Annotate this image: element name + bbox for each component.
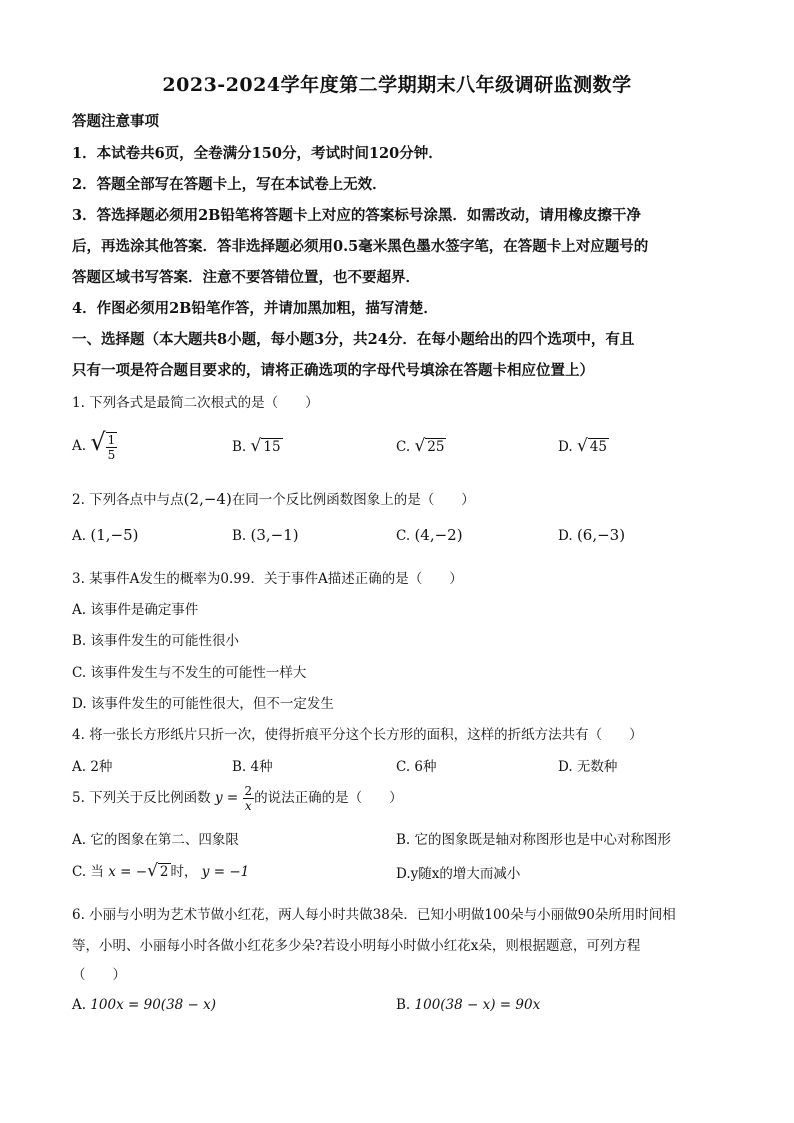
option-value: (1,−5) (90, 526, 139, 544)
question-6-stem-line-1: 6. 小丽与小明为艺术节做小红花，两人每小时共做38朵．已知小明做100朵与小丽做90朵所用时间相 (72, 907, 676, 923)
sqrt-fraction: √ $\frac{1}{5}$ (90, 428, 116, 462)
notice-item-3: 3．答选择题必须用2B铅笔将答题卡上对应的答案标号涂黑．如需改动，请用橡皮擦干净 (72, 207, 641, 224)
question-5-option-a: A. 它的图象在第二、四象限 (72, 832, 239, 848)
option-value: (4,−2) (414, 526, 463, 544)
option-letter: B. (232, 528, 247, 544)
question-1-option-b: B. √ 15 (232, 436, 281, 456)
question-6-option-a (72, 997, 216, 1013)
notice-item-3-cont2: 答题区域书写答案．注意不要答错位置，也不要超界． (72, 269, 420, 286)
question-2-stem (72, 488, 475, 508)
question-5-option-b: B. 它的图象既是轴对称图形也是中心对称图形 (396, 832, 672, 848)
radicand: 25 (427, 439, 445, 455)
question-3-option-a: A. 该事件是确定事件 (72, 602, 199, 618)
option-letter: A. (72, 997, 87, 1013)
question-2-option-d (558, 526, 625, 544)
notice-item-3-cont: 后，再选涂其他答案．答非选择题必须用0.5毫米黑色墨水签字笔，在答题卡上对应题号的 (72, 238, 649, 255)
option-text: C. 当 (72, 864, 104, 880)
fraction-denominator: x (244, 799, 252, 813)
equation: 100x = 90(38 − x) (90, 997, 217, 1013)
question-6-stem-line-2: 等，小明、小丽每小时各做小红花多少朵?若设小明每小时做小红花x朵，则根据题意，可列方程 (72, 938, 641, 954)
stem-text: 的说法正确的是（ ） (254, 790, 403, 806)
question-3-option-d: D. 该事件发生的可能性很大，但不一定发生 (72, 696, 334, 712)
option-letter: C. (396, 439, 411, 455)
option-letter: D. (558, 439, 573, 455)
option-letter: A. (72, 528, 87, 544)
radicand: 2 (159, 864, 169, 880)
notice-item-4: 4．作图必须用2B铅笔作答，并请加黑加粗，描写清楚． (72, 300, 438, 317)
question-2-option-c (396, 526, 463, 544)
question-4-option-b: B. 4种 (232, 759, 273, 775)
section-1-heading-cont: 只有一项是符合题目要求的，请将正确选项的字母代号填涂在答题卡相应位置上） (72, 362, 594, 379)
question-3-option-b: B. 该事件发生的可能性很小 (72, 633, 240, 649)
question-2-option-b (232, 526, 299, 544)
fraction-numerator: 2 (244, 784, 253, 798)
option-value: (6,−3) (576, 526, 626, 544)
stem-text: 在同一个反比例函数图象上的是（ ） (231, 492, 475, 508)
stem-text: 5. 下列关于反比例函数 (72, 790, 211, 806)
exam-title: 2023-2024学年度第二学期期末八年级调研监测数学 (162, 74, 632, 96)
point-coordinates: (2,−4) (183, 490, 232, 508)
notice-item-2: 2．答题全部写在答题卡上，写在本试卷上无效． (72, 176, 387, 193)
radicand: 45 (589, 439, 607, 455)
question-4-option-d: D. 无数种 (558, 759, 618, 775)
question-1-option-c: C. √ 25 (396, 436, 445, 456)
question-3-stem: 3. 某事件A发生的概率为0.99．关于事件A描述正确的是（ ） (72, 571, 463, 587)
math-expression: y = −1 (201, 864, 250, 880)
option-letter: C. (396, 528, 411, 544)
stem-text: 2. 下列各点中与点 (72, 492, 184, 508)
question-5-stem (72, 784, 403, 813)
option-letter: D. (558, 528, 573, 544)
equation: 100(38 − x) = 90x (414, 997, 541, 1013)
question-6-option-b (396, 997, 540, 1013)
question-5-option-d: D.y随x的增大而减小 (396, 866, 521, 882)
question-5-option-c: C. 当 x = −√ 2 时， y = −1 (72, 861, 250, 881)
radicand: 15 (263, 439, 281, 455)
section-1-heading: 一、选择题（本大题共8小题，每小题3分，共24分．在每小题给出的四个选项中，有且 (72, 331, 635, 348)
option-letter: B. (232, 439, 247, 455)
fraction-denominator: 5 (107, 447, 116, 462)
question-1-option-a (72, 428, 117, 462)
question-1-option-d: D. √ 45 (558, 436, 607, 456)
option-text: 时， (170, 864, 198, 880)
notice-heading: 答题注意事项 (72, 113, 159, 130)
question-4-option-a: A. 2种 (72, 759, 113, 775)
question-4-option-c: C. 6种 (396, 759, 437, 775)
question-2-option-a (72, 526, 138, 544)
question-4-stem: 4. 将一张长方形纸片只折一次，使得折痕平分这个长方形的面积，这样的折纸方法共有（ ） (72, 727, 643, 743)
notice-item-1: 1．本试卷共6页，全卷满分150分，考试时间120分钟． (72, 145, 443, 162)
fraction-numerator: 1 (107, 432, 116, 447)
option-value: (3,−1) (250, 526, 299, 544)
question-1-stem: 1. 下列各式是最简二次根式的是（ ） (72, 395, 319, 411)
math-expression: x = − (108, 864, 148, 880)
option-letter: A. (72, 438, 87, 454)
question-6-stem-line-3: （ ） (72, 967, 126, 983)
question-3-option-c: C. 该事件发生与不发生的可能性一样大 (72, 665, 307, 681)
option-letter: B. (396, 997, 411, 1013)
function-lhs: y = (214, 790, 239, 806)
function-fraction (243, 784, 255, 813)
